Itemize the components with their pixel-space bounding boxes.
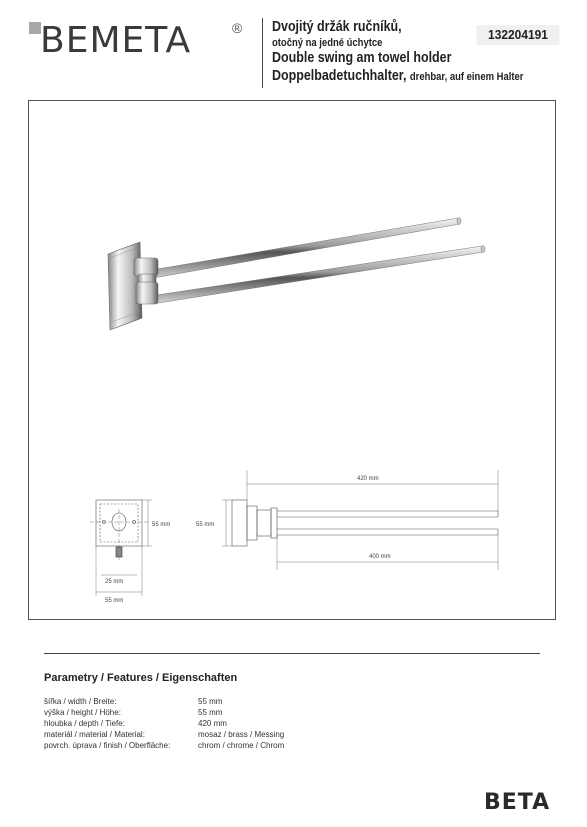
subtitle-de: drehbar, auf einem Halter [409, 71, 524, 83]
spec-label: šířka / width / Breite: [44, 697, 117, 706]
title-en: Double swing am towel holder [272, 50, 452, 66]
title-de-main: Doppelbadetuchhalter, [272, 68, 407, 84]
spec-value: 55 mm [198, 708, 223, 717]
spec-value: 420 mm [198, 719, 227, 728]
features-title: Parametry / Features / Eigenschaften [44, 672, 238, 684]
spec-value: mosaz / brass / Messing [198, 730, 285, 739]
spec-value: 55 mm [198, 697, 223, 706]
side-view [222, 470, 498, 570]
dim-height-side: 55 mm [196, 522, 215, 528]
spec-label: výška / height / Höhe: [44, 708, 121, 717]
product-code: 132204191 [477, 25, 560, 45]
registered-mark: ® [232, 20, 243, 36]
spec-label: povrch. úprava / finish / Oberfläche: [44, 741, 171, 750]
subtitle-cz: otočný na jedné úchytce [272, 37, 383, 49]
features-divider [44, 653, 540, 654]
brand-logo: BEMETA [40, 20, 192, 61]
dim-length-total: 420 mm [357, 476, 379, 482]
dim-length-bar: 400 mm [369, 554, 391, 560]
dim-inner-width: 25 mm [105, 579, 124, 585]
title-cz: Dvojitý držák ručníků, [272, 19, 402, 35]
spec-label: hloubka / depth / Tiefe: [44, 719, 125, 728]
dim-height-front: 55 mm [152, 522, 171, 528]
spec-value: chrom / chrome / Chrom [198, 741, 285, 750]
spec-label: materiál / material / Material: [44, 730, 145, 739]
dim-width-front: 55 mm [105, 598, 124, 604]
series-name: BETA [484, 790, 551, 815]
